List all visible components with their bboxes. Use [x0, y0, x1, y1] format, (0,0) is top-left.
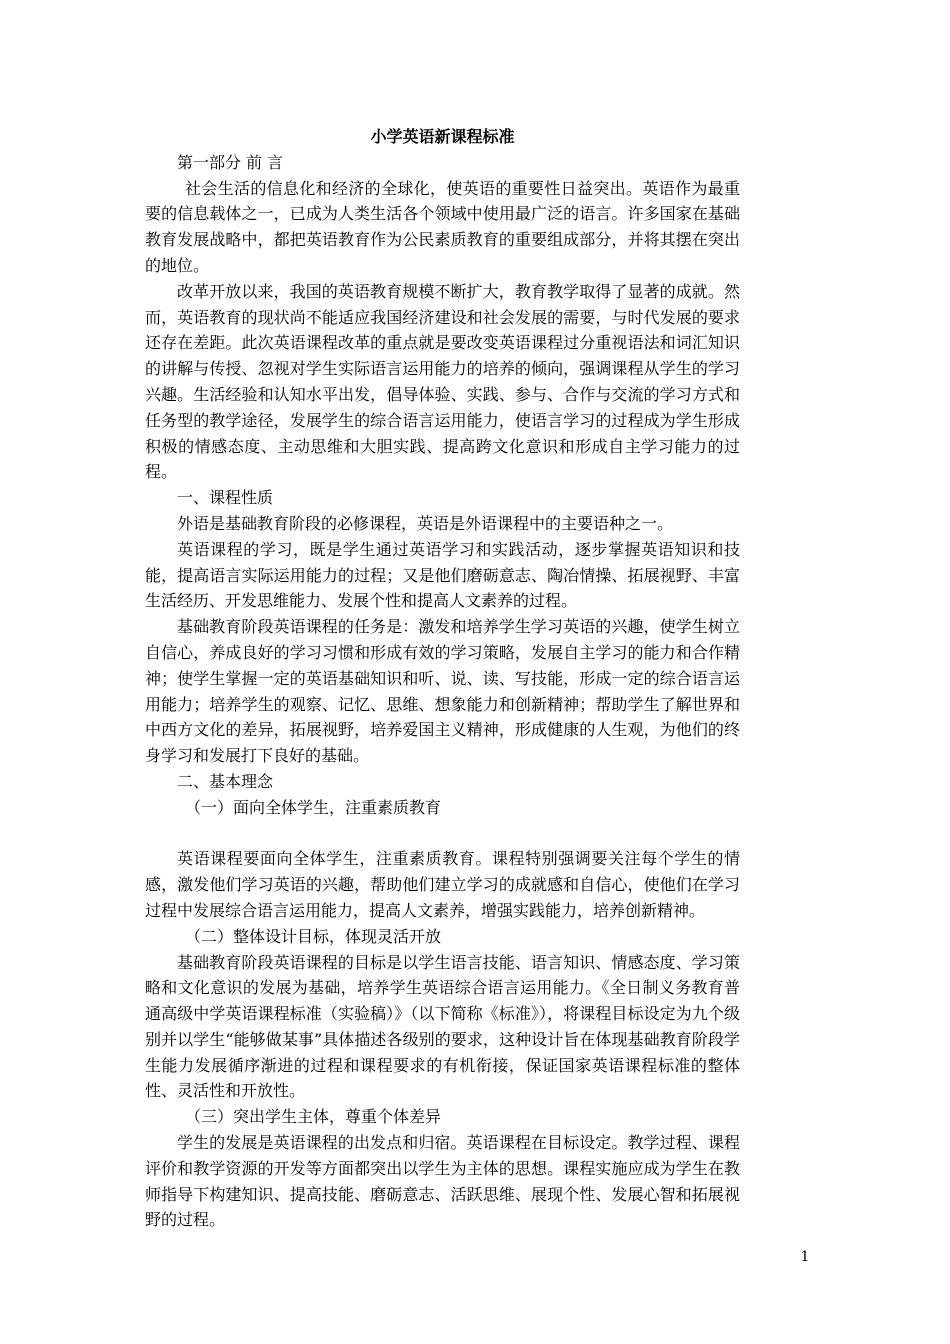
paragraph: 改革开放以来，我国的英语教育规模不断扩大，教育教学取得了显著的成就。然而，英语教育的现状尚不能适应我国经济建设和社会发展的需要，与时代发展的要求还存在差距。此次英语课程改革的重点就是要改变英语课程过分重视语法和词汇知识的讲解与传授、忽视对学生实际语言运用能力的培养的倾向，强调课程从学生的学习兴趣。生活经验和认知水平出发，倡导体验、实践、参与、合作与交流的学习方式和任务型的教学途径，发展学生的综合语言运用能力，使语言学习的过程成为学生形成积极的情感态度、主动思维和大胆实践、提高跨文化意识和形成自主学习能力的过程。 [145, 281, 740, 482]
subsection-heading: （二）整体设计目标，体现灵活开放 [185, 926, 442, 946]
paragraph: 学生的发展是英语课程的出发点和归宿。英语课程在目标设定。教学过程、课程评价和教学资源的开发等方面都突出以学生为主体的思想。课程实施应成为学生在教师指导下构建知识、提高技能、磨砺意志、活跃思维、展现个性、发展心智和拓展视野的过程。 [145, 1133, 740, 1230]
paragraph: 基础教育阶段英语课程的目标是以学生语言技能、语言知识、情感态度、学习策略和文化意识的发展为基础，培养学生英语综合语言运用能力。《全日制义务教育普通高级中学英语课程标准（实验稿）》（以下简称《标准》），将课程目标设定为九个级别并以学生“能够做某事”具体描述各级别的要求，这种设计旨在体现基础教育阶段学生能力发展循序渐进的过程和课程要求的有机衔接，保证国家英语课程标准的整体性、灵活性和开放性。 [145, 952, 740, 1101]
document-body [145, 124, 740, 1233]
subsection-heading: （三）突出学生主体，尊重个体差异 [185, 1107, 442, 1127]
section-heading: 一、课程性质 [177, 488, 274, 508]
paragraph: 外语是基础教育阶段的必修课程，英语是外语课程中的主要语种之一。 [177, 513, 674, 533]
blank-line [145, 821, 740, 847]
section-heading: 二、基本理念 [177, 771, 274, 791]
document-title: 小学英语新课程标准 [370, 127, 515, 146]
paragraph: 社会生活的信息化和经济的全球化，使英语的重要性日益突出。英语作为最重要的信息载体之一，已成为人类生活各个领域中使用最广泛的语言。许多国家在基础教育发展战略中，都把英语教育作为公民素质教育的重要组成部分，并将其摆在突出的地位。 [145, 178, 740, 275]
subsection-heading: （一）面向全体学生，注重素质教育 [185, 797, 442, 817]
paragraph: 基础教育阶段英语课程的任务是：激发和培养学生学习英语的兴趣，使学生树立自信心，养成良好的学习习惯和形成有效的学习策略，发展自主学习的能力和合作精神；使学生掌握一定的英语基础知识和听、说、读、写技能，形成一定的综合语言运用能力；培养学生的观察、记忆、思维、想象能力和创新精神；帮助学生了解世界和中西方文化的差异，拓展视野，培养爱国主义精神，形成健康的人生观，为他们的终身学习和发展打下良好的基础。 [145, 617, 740, 766]
page-number: 1 [800, 1249, 810, 1265]
paragraph: 英语课程的学习，既是学生通过英语学习和实践活动，逐步掌握英语知识和技能，提高语言实际运用能力的过程；又是他们磨砺意志、陶冶情操、拓展视野、丰富生活经历、开发思维能力、发展个性和提高人文素养的过程。 [145, 539, 740, 611]
part-heading: 第一部分 前 言 [177, 152, 284, 172]
paragraph: 英语课程要面向全体学生，注重素质教育。课程特别强调要关注每个学生的情感，激发他们学习英语的兴趣，帮助他们建立学习的成就感和自信心，使他们在学习过程中发展综合语言运用能力，提高人文素养，增强实践能力，培养创新精神。 [145, 849, 740, 920]
